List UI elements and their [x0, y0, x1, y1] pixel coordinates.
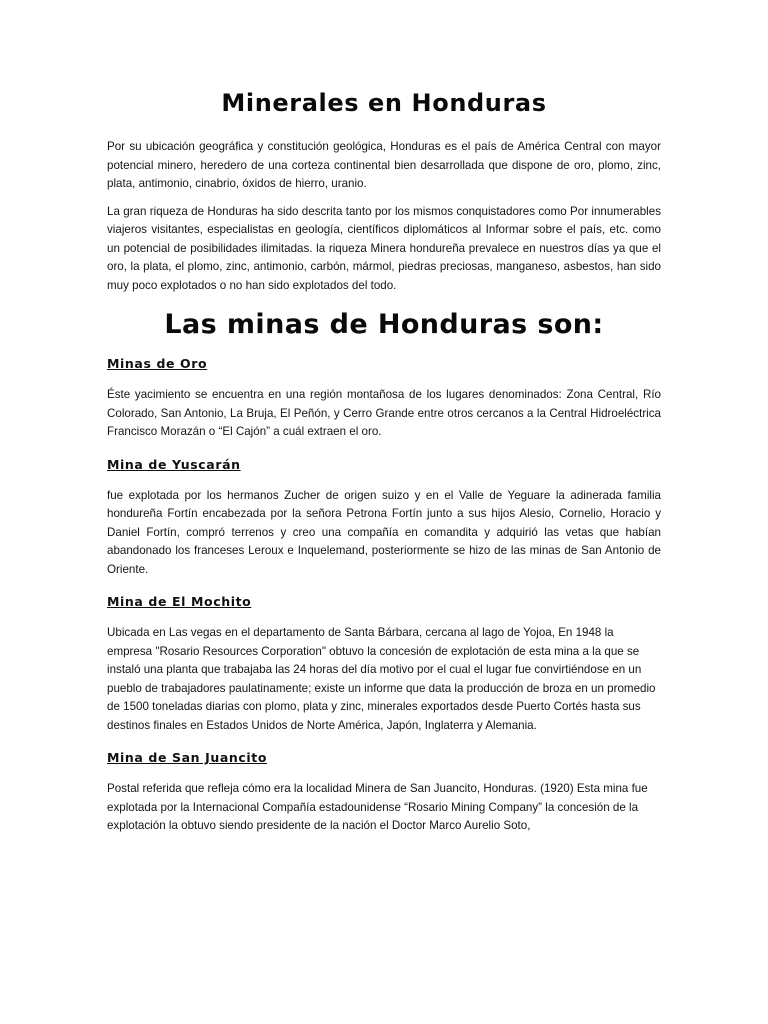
section-title: Las minas de Honduras son:	[164, 309, 604, 340]
mine-text-yuscaran: fue explotada por los hermanos Zucher de origen suizo y en el Valle de Yeguare la adinerada familia hondureña Fortín encabezada por la señora Petrona Fortín junto a sus hijos Alesio, Cornelio, Horacio y Daniel Fortín, compró terrenos y creo una compañía en comandita y adquirió las vetas que habían abandonado los franceses Leroux e Inquelemand, posteriormente se hizo de las minas de San Antonio de Oriente.	[107, 488, 661, 576]
mine-text-oro: Éste yacimiento se encuentra en una región montañosa de los lugares denominados: Zona Central, Río Colorado, San Antonio, La Bruja, El Peñón, y Cerro Grande entre otros cercanos a la Central Hidroeléctrica Francisco Morazán o “El Cajón” a cuál extraen el oro.	[107, 388, 661, 438]
mine-text-san-juancito: Postal referida que refleja cómo era la localidad Minera de San Juancito, Honduras. (1920) Esta mina fue explotada por la Internacional Compañía estadounidense “Rosario Mining Company” la concesión de la explotación la obtuvo siendo presidente de la nación el Doctor Marco Aurelio Soto,	[107, 782, 648, 832]
mine-heading-san-juancito: Mina de San Juancito	[107, 750, 268, 765]
mine-heading-el-mochito: Mina de El Mochito	[107, 594, 252, 609]
document-title: Minerales en Honduras	[221, 89, 547, 117]
mine-heading-yuscaran: Mina de Yuscarán	[107, 456, 241, 472]
mine-text-el-mochito: Ubicada en Las vegas en el departamento de Santa Bárbara, cercana al lago de Yojoa, En 1948 la empresa "Rosario Resources Corporation" obtuvo la concesión de explotación de esta mina a la que se instaló una planta que trabajaba las 24 horas del día motivo por el cual el lugar fue convirtiéndose en un pueblo de trabajadores paulatinamente; existe un informe que data la producción de broza en un promedio de 1500 toneladas diarias con plomo, plata y zinc, minerales exportados desde Puerto Cortés hasta sus destinos finales en Estados Unidos de Norte América, Japón, Inglaterra y Alemania.	[107, 626, 656, 732]
intro-paragraph-1: Por su ubicación geográfica y constitución geológica, Honduras es el país de América Central con mayor potencial minero, heredero de una corteza continental bien desarrollada que dispone de oro, plomo, zinc, plata, antimonio, cinabrio, óxidos de hierro, uranio.	[107, 140, 661, 190]
intro-paragraph-2: La gran riqueza de Honduras ha sido descrita tanto por los mismos conquistadores como Por innumerables viajeros visitantes, especialistas en geología, científicos diplomáticos al Informar sobre el país, etc. como un potencial de posibilidades ilimitadas. la riqueza Minera hondureña prevalece en nuestros días ya que el oro, la plata, el plomo, zinc, antimonio, carbón, mármol, piedras preciosas, manganeso, asbestos, han sido muy poco explotados o no han sido explotados del todo.	[107, 204, 661, 292]
mine-heading-oro: Minas de Oro	[107, 356, 208, 371]
document-body	[107, 86, 661, 845]
